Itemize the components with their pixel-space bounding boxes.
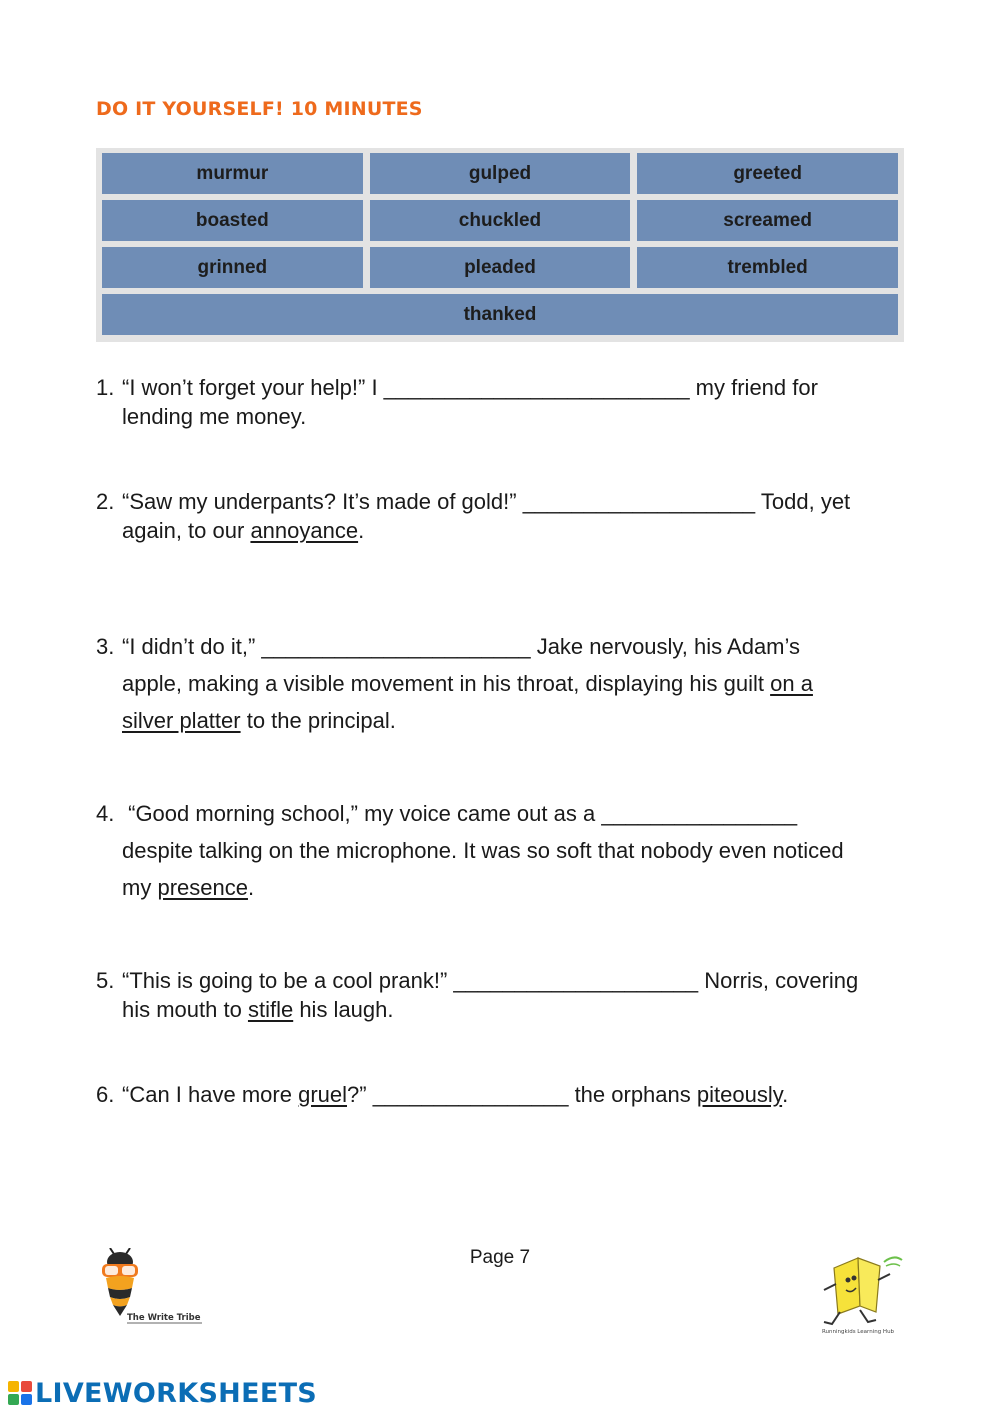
underlined-word: annoyance (250, 518, 359, 543)
runningkids-logo (810, 1244, 906, 1344)
word-bank (96, 148, 904, 342)
question-number: 3. (96, 634, 115, 659)
word-bank-cell: greeted (637, 153, 898, 194)
answer-blank[interactable]: ________________ (372, 1082, 569, 1107)
word-bank-cell: boasted (102, 200, 363, 241)
question-1: 1. “I won’t forget your help!” I _________________________ my friend for lending me money. (96, 375, 818, 429)
answer-blank[interactable]: ________________ (601, 801, 798, 826)
running-book-icon (824, 1257, 902, 1324)
word-bank-cell: gulped (370, 153, 631, 194)
word-bank-cell: thanked (102, 294, 898, 335)
word-bank-cell: grinned (102, 247, 363, 288)
question-number: 1. (96, 375, 115, 400)
underlined-word: presence (157, 875, 248, 900)
question-4: 4. “Good morning school,” my voice came out as a ________________ despite talking on the microphone. It was so soft that nobody even noticed my presence. (96, 795, 906, 906)
underlined-phrase: silver platter (122, 708, 241, 733)
answer-blank[interactable]: ____________________ (453, 968, 699, 993)
question-number: 2. (96, 489, 115, 514)
underlined-word: piteously (696, 1082, 783, 1107)
underlined-phrase: on a (770, 671, 813, 696)
write-tribe-logo (96, 1248, 208, 1330)
word-bank-cell: trembled (637, 247, 898, 288)
liveworksheets-brand[interactable] (8, 1376, 317, 1410)
word-bank-cell: pleaded (370, 247, 631, 288)
word-bank-cell: chuckled (370, 200, 631, 241)
logo-caption: Runningkids Learning Hub (821, 1329, 895, 1335)
answer-blank[interactable]: ___________________ (522, 489, 756, 514)
underlined-word: gruel (298, 1082, 347, 1107)
question-2: 2. “Saw my underpants? It’s made of gold!” ___________________ Todd, yet again, to our annoyance. (96, 489, 851, 543)
answer-blank[interactable]: ______________________ (261, 634, 531, 659)
question-3: 3. “I didn’t do it,” ______________________ Jake nervously, his Adam’s apple, making a visible movement in his throat, displaying his guilt on a silver platter to the principal. (96, 628, 906, 739)
question-number: 4. (96, 801, 115, 826)
page-number: Page 7 (469, 1247, 531, 1268)
brand-name: LIVEWORKSHEETS (35, 1377, 318, 1409)
answer-blank[interactable]: _________________________ (383, 375, 690, 400)
underlined-word: stifle (247, 997, 294, 1022)
word-bank-cell: screamed (637, 200, 898, 241)
word-bank-cell: murmur (102, 153, 363, 194)
bee-icon (102, 1248, 138, 1316)
question-6: 6. “Can I have more gruel?” ________________ the orphans piteously. (96, 1082, 789, 1107)
question-number: 6. (96, 1082, 115, 1107)
logo-caption: The Write Tribe (127, 1313, 201, 1323)
question-5: 5. “This is going to be a cool prank!” ____________________ Norris, covering his mouth to stifle his laugh. (96, 968, 859, 1022)
liveworksheets-blocks-icon (8, 1381, 32, 1405)
question-number: 5. (96, 968, 115, 993)
section-heading: DO IT YOURSELF! 10 MINUTES (96, 98, 423, 120)
